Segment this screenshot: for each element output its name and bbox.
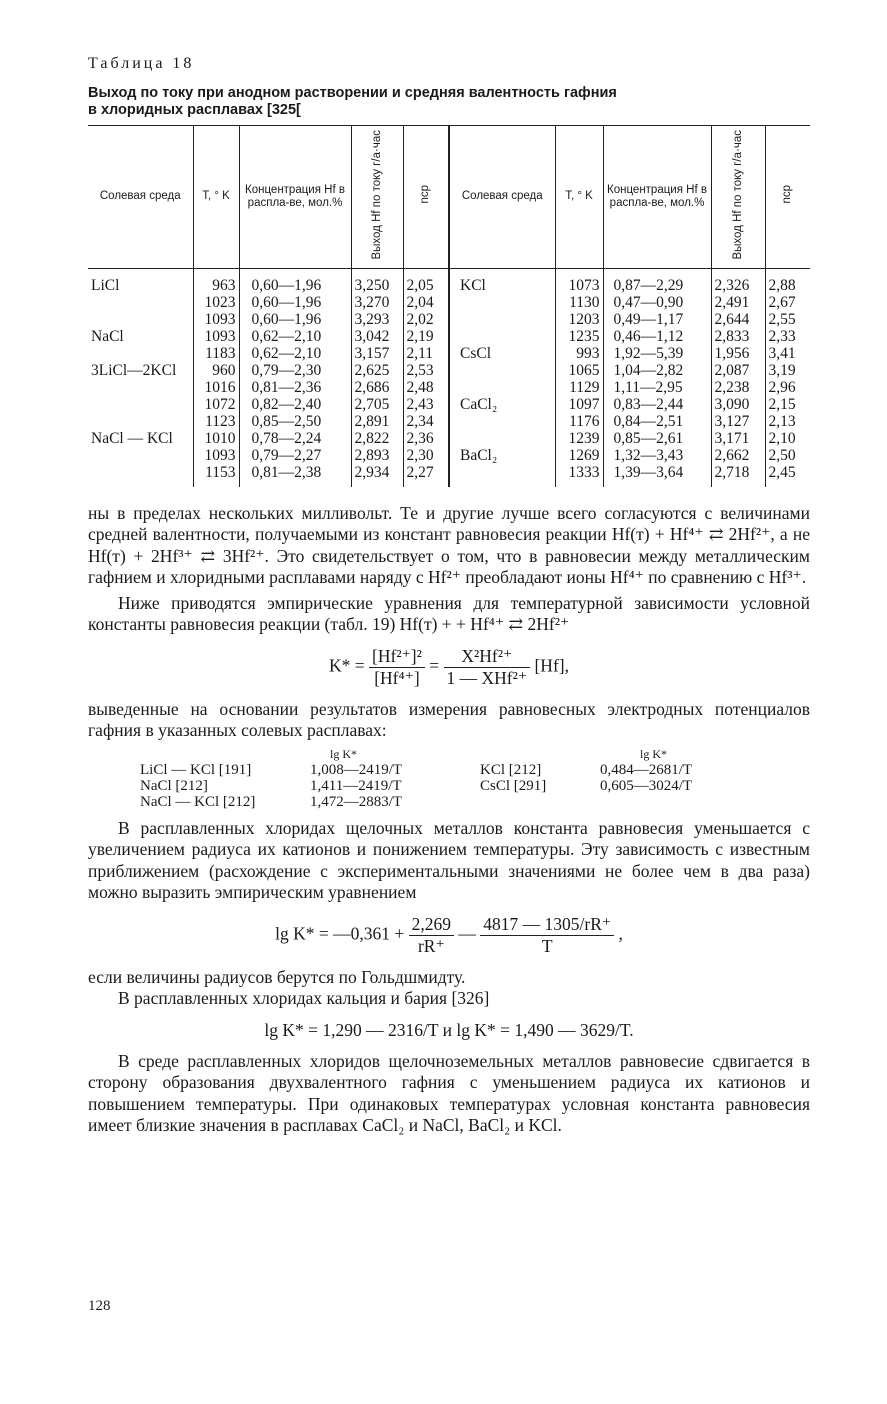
table-cell: 2,48	[406, 378, 434, 396]
table-cell	[460, 328, 552, 345]
paragraph-6: В расплавленных хлоридах кальция и бария [326]	[118, 988, 490, 1009]
table-cell	[91, 464, 190, 481]
table-cell: 2,88	[768, 276, 796, 294]
table-cell: 3LiCl—2KCl	[91, 361, 177, 379]
table-cell: 1,32—3,43	[613, 446, 684, 464]
table-cell: 1235	[568, 327, 600, 345]
table-cell: 0,60—1,96	[251, 310, 322, 328]
table-cell: 2,238	[714, 378, 750, 396]
table-cell: 1333	[568, 463, 600, 481]
table-cell: 1093	[204, 327, 236, 345]
table-body-row	[88, 268, 810, 487]
table-cell: 2,934	[354, 463, 390, 481]
paragraph-2: Ниже приводятся эмпирические уравнения для температурной зависимости условной константы равновесия реакции (табл. 19) Hf(т) + + Hf⁴⁺ ⇄ 2Hf²⁺	[88, 592, 810, 635]
table-cell: NaCl	[91, 327, 124, 345]
table-cell: 0,84—2,51	[613, 412, 684, 430]
table-cell: 1016	[204, 378, 236, 396]
table-cell	[460, 362, 552, 379]
table-cell: 960	[212, 361, 236, 379]
table-cell	[91, 294, 190, 311]
col-medium	[88, 268, 193, 487]
header-yield-2: Выход Hf по току г/а·час	[711, 126, 765, 269]
table-cell	[460, 379, 552, 396]
table-cell: 2,893	[354, 446, 390, 464]
table-caption-line-1: Выход по току при анодном растворении и средняя валентность гафния	[88, 85, 617, 101]
table-cell: 2,02	[406, 310, 434, 328]
col-conc-2	[603, 268, 711, 487]
table-cell: 2,04	[406, 293, 434, 311]
table-cell: 1239	[568, 429, 600, 447]
table-cell: 0,62—2,10	[251, 344, 322, 362]
table-cell: 0,85—2,50	[251, 412, 322, 430]
table-cell: 1,39—3,64	[613, 463, 684, 481]
page-content	[88, 55, 810, 1137]
paragraph-3: выведенные на основании результатов измерения равновесных электродных потенциалов гафния в указанных солевых расплавах:	[88, 698, 810, 741]
table-caption-line-2: в хлоридных расплавах [325[	[88, 102, 301, 118]
data-table	[88, 125, 810, 487]
table-cell: 0,83—2,44	[613, 395, 684, 413]
table-cell: 2,662	[714, 446, 750, 464]
table-cell: 3,270	[354, 293, 390, 311]
table-cell: 1093	[204, 446, 236, 464]
table-cell	[460, 294, 552, 311]
formula-2: lg K* = —0,361 + $\frac{2,269}{rR^+}$ — $\frac{4817 — 1305/rR^+}{T}$ ,	[275, 913, 623, 956]
col-yield	[351, 268, 403, 487]
header-medium-2: Солевая среда	[449, 126, 555, 269]
table-cell: NaCl — KCl	[91, 429, 173, 447]
table-cell: 3,042	[354, 327, 390, 345]
table-cell: 0,85—2,61	[613, 429, 684, 447]
table-cell: 0,60—1,96	[251, 293, 322, 311]
table-cell: 1153	[205, 463, 236, 481]
table-cell: 0,82—2,40	[251, 395, 322, 413]
table-cell	[460, 413, 552, 430]
table-cell: 2,686	[354, 378, 390, 396]
table-cell: 2,15	[768, 395, 796, 413]
table-header-row	[88, 126, 810, 269]
table-cell: 1130	[569, 293, 600, 311]
table-cell: 0,47—0,90	[613, 293, 684, 311]
table-cell: 963	[212, 276, 236, 294]
table-cell: 2,53	[406, 361, 434, 379]
table-cell: 1269	[568, 446, 600, 464]
table-cell: 3,250	[354, 276, 390, 294]
table-cell: 1010	[204, 429, 236, 447]
formula-1-lhs: K* =	[329, 655, 365, 676]
col-medium-2	[449, 268, 555, 487]
table-cell: 2,891	[354, 412, 390, 430]
header-medium: Солевая среда	[88, 126, 193, 269]
col-temp	[193, 268, 239, 487]
table-cell: 0,49—1,17	[613, 310, 684, 328]
table-cell: 2,822	[354, 429, 390, 447]
table-cell: 1,04—2,82	[613, 361, 684, 379]
table-cell: 3,19	[768, 361, 796, 379]
table-cell: 2,625	[354, 361, 390, 379]
table-cell: 0,81—2,36	[251, 378, 322, 396]
formula-2-frac-1: $\frac{2,269}{rR^+}$	[409, 914, 454, 957]
table-cell: 0,62—2,10	[251, 327, 322, 345]
table-cell: KCl	[460, 276, 486, 294]
table-cell: 0,46—1,12	[613, 327, 684, 345]
table-cell: 1093	[204, 310, 236, 328]
table-cell	[91, 447, 190, 464]
table-cell: 2,19	[406, 327, 434, 345]
table-cell: 3,171	[714, 429, 750, 447]
table-cell	[460, 311, 552, 328]
table-cell: 2,30	[406, 446, 434, 464]
table-cell: 1023	[204, 293, 236, 311]
lgk-head-row	[140, 746, 698, 762]
table-cell: 2,10	[768, 429, 796, 447]
lgk-table	[140, 746, 698, 810]
header-ncp: nср	[403, 126, 449, 269]
formula-1-eq: =	[429, 655, 440, 676]
paragraph-7: В среде расплавленных хлоридов щелочноземельных металлов равновесие сдвигается в сторону образования двухвалентного гафния с уменьшением радиуса их катионов и повышением температуры. При одинаковых температурах условная константа равновесия имеет близкие значения в расплавах CaCl₂ и NaCl, BaCl₂ и KCl.	[88, 1050, 810, 1136]
table-cell: 2,33	[768, 327, 796, 345]
table-cell: 0,81—2,38	[251, 463, 322, 481]
table-cell: LiCl	[91, 276, 120, 294]
table-cell: CaCl₂	[460, 395, 498, 413]
table-cell: 3,293	[354, 310, 390, 328]
table-cell	[91, 396, 190, 413]
col-conc	[239, 268, 351, 487]
col-yield-2	[711, 268, 765, 487]
header-ncp-2: nср	[765, 126, 810, 269]
table-cell	[91, 413, 190, 430]
table-cell: 1176	[569, 412, 600, 430]
table-cell: 1,92—5,39	[613, 344, 684, 362]
header-conc: Концентрация Hf в распла-ве, мол.%	[239, 126, 351, 269]
table-cell: 0,87—2,29	[613, 276, 684, 294]
formula-1-frac-1: $\frac{\text{[Hf²⁺]²}}{\text{[Hf⁴⁺]}}$	[369, 646, 425, 689]
table-cell: 3,127	[714, 412, 750, 430]
paragraph-4: В расплавленных хлоридах щелочных металлов константа равновесия уменьшается с увеличением радиуса их катионов и понижением температуры. Эту зависимость с известным приближением (расхождение с экспериментальными значениями не более чем в два раза) можно выразить эмпирическим уравнением	[88, 817, 810, 903]
table-cell: 2,34	[406, 412, 434, 430]
table-cell: CsCl	[460, 344, 492, 362]
table-cell: 3,090	[714, 395, 750, 413]
formula-1	[88, 646, 810, 689]
formula-1-tail: [Hf],	[534, 655, 569, 676]
table-cell: 1,11—2,95	[613, 378, 683, 396]
table-cell: 2,50	[768, 446, 796, 464]
table-cell: 1097	[568, 395, 600, 413]
table-cell	[91, 379, 190, 396]
table-cell: 3,41	[768, 344, 796, 362]
table-cell: 2,087	[714, 361, 750, 379]
table-cell: 0,79—2,27	[251, 446, 322, 464]
lgk-row: NaCl [212] 1,411—2419/T CsCl [291] 0,605—3024/T	[140, 777, 693, 794]
table-cell: 2,326	[714, 276, 750, 294]
table-cell: 2,55	[768, 310, 796, 328]
table-cell: 2,45	[768, 463, 796, 481]
lgk-head-left: lg K*	[330, 746, 357, 761]
col-temp-2	[555, 268, 603, 487]
formula-1-frac-2: $\frac{\text{X²Hf²⁺}}{\text{1 — XHf²⁺}}$	[444, 646, 531, 689]
table-cell: 1203	[568, 310, 600, 328]
table-cell	[91, 345, 190, 362]
table-cell: 2,05	[406, 276, 434, 294]
table-cell: 1123	[205, 412, 236, 430]
table-cell: 993	[576, 344, 600, 362]
col-ncp	[403, 268, 449, 487]
header-temp: T, ° K	[193, 126, 239, 269]
table-cell: BaCl₂	[460, 446, 498, 464]
table-cell: 2,833	[714, 327, 750, 345]
formula-2-frac-2: $\frac{4817 — 1305/rR^+}{T}$	[480, 914, 614, 957]
table-cell	[91, 311, 190, 328]
page-number: 128	[88, 1298, 111, 1314]
table-cell: 2,43	[406, 395, 434, 413]
paragraph-1: ны в пределах нескольких милливольт. Те и другие лучше всего согласуются с величинами средней валентности, получаемыми из констант равновесия реакции Hf(т) + Hf⁴⁺ ⇄ 2Hf²⁺, а не Hf(т) + 2Hf³⁺ ⇄ 3Hf²⁺. Это свидетельствует о том, что в равновесии между металлическим гафнием и хлоридными расплавами наряду с Hf²⁺ преобладают ионы Hf⁴⁺ по сравнению с Hf³⁺.	[88, 502, 810, 588]
table-cell: 2,13	[768, 412, 796, 430]
table-cell: 2,11	[406, 344, 434, 362]
table-cell: 1065	[568, 361, 600, 379]
lgk-row: LiCl — KCl [191] 1,008—2419/T KCl [212] 0,484—2681/T	[140, 761, 693, 778]
table-cell: 1183	[205, 344, 236, 362]
table-cell: 3,157	[354, 344, 390, 362]
table-cell: 2,644	[714, 310, 750, 328]
header-conc-2: Концентрация Hf в распла-ве, мол.%	[603, 126, 711, 269]
table-cell: 1072	[204, 395, 236, 413]
lgk-row: NaCl — KCl [212] 1,472—2883/T	[140, 793, 403, 810]
table-cell: 2,27	[406, 463, 434, 481]
table-cell: 2,96	[768, 378, 796, 396]
table-label: Таблица 18	[88, 55, 195, 72]
table-cell: 1073	[568, 276, 600, 294]
table-cell: 0,79—2,30	[251, 361, 322, 379]
header-temp-2: T, ° K	[555, 126, 603, 269]
table-cell	[460, 464, 552, 481]
table-cell: 2,67	[768, 293, 796, 311]
header-yield: Выход Hf по току г/а·час	[351, 126, 403, 269]
table-cell	[460, 430, 552, 447]
col-ncp-2	[765, 268, 810, 487]
table-cell: 2,491	[714, 293, 750, 311]
table-cell: 1,956	[714, 344, 750, 362]
table-cell: 0,60—1,96	[251, 276, 322, 294]
lgk-head-right: lg K*	[640, 746, 667, 761]
table-cell: 1129	[569, 378, 600, 396]
table-cell: 2,705	[354, 395, 390, 413]
table-cell: 0,78—2,24	[251, 429, 322, 447]
table-caption	[88, 85, 810, 119]
formula-3: lg K* = 1,290 — 2316/T и lg K* = 1,490 — 3629/T.	[264, 1019, 634, 1040]
paragraph-5: если величины радиусов берутся по Гольдшмидту.	[88, 966, 466, 987]
table-cell: 2,36	[406, 429, 434, 447]
table-cell: 2,718	[714, 463, 750, 481]
